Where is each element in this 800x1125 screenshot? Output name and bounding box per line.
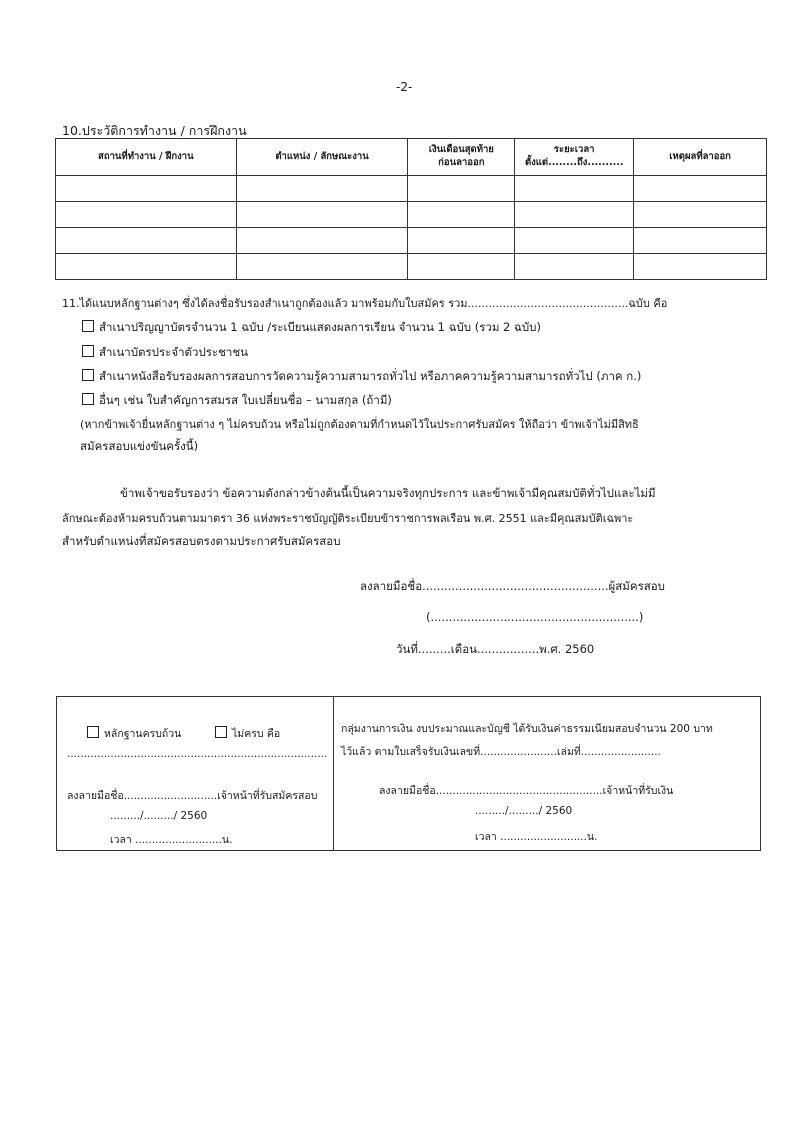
docs-complete-option[interactable]: หลักฐานครบถ้วน: [87, 725, 181, 742]
box-divider: [333, 697, 334, 850]
table-row: [56, 254, 767, 280]
header-duration: ระยะเวลา ตั้งแต่........ถึง..........: [515, 139, 634, 176]
attachment-item: สำเนาหนังสือรับรองผลการสอบการวัดความรู้ความสามารถทั่วไป หรือภาคความรู้ความสามารถทั่วไป (ภาค ก.): [82, 368, 641, 386]
header-position: ตำแหน่ง / ลักษณะงาน: [236, 139, 408, 176]
officer-signature-line[interactable]: ลงลายมือชื่อ............................เจ้าหน้าที่รับสมัครสอบ: [67, 790, 318, 802]
applicant-signature-line[interactable]: ลงลายมือชื่อ...................................................ผู้สมัครสอบ: [360, 579, 665, 593]
attachment-item: สำเนาปริญญาบัตรจำนวน 1 ฉบับ /ระเบียนแสดงผลการเรียน จำนวน 1 ฉบับ (รวม 2 ฉบับ): [82, 319, 541, 337]
table-header-row: [56, 139, 767, 176]
finance-line-2[interactable]: ไว้แล้ว ตามใบเสร็จรับเงินเลขที่.......................เล่มที่........................: [341, 746, 661, 758]
header-reason: เหตุผลที่ลาออก: [634, 139, 767, 176]
finance-line-1: กลุ่มงานการเงิน งบประมาณและบัญชี ได้รับเงินค่าธรรมเนียมสอบจำนวน 200 บาท: [341, 723, 713, 735]
note-line-1: (หากข้าพเจ้ายื่นหลักฐานต่าง ๆ ไม่ครบถ้วน หรือไม่ถูกต้องตามที่กำหนดไว้ในประกาศรับสมัคร ให้ถือว่า ข้าพเจ้าไม่มีสิทธิ: [80, 418, 639, 431]
finance-date-line[interactable]: ........./........./ 2560: [475, 805, 573, 817]
attachment-item: อื่นๆ เช่น ใบสำคัญการสมรส ใบเปลี่ยนชื่อ – นามสกุล (ถ้ามี): [82, 392, 392, 410]
officer-section: [56, 696, 761, 851]
finance-signature-line[interactable]: ลงลายมือชื่อ..................................................เจ้าหน้าที่รับเงิน: [379, 785, 674, 797]
checkbox[interactable]: [82, 393, 94, 405]
note-line-2: สมัครสอบแข่งขันครั้งนี้): [80, 439, 199, 453]
checkbox[interactable]: [87, 726, 99, 738]
table-row: [56, 176, 767, 202]
section-11-intro: 11.ได้แนบหลักฐานต่างๆ ซึ่งได้ลงชื่อรับรองสำเนาถูกต้องแล้ว มาพร้อมกับใบสมัคร รวม..............................................ฉบับ คือ: [62, 297, 668, 310]
checkbox[interactable]: [82, 345, 94, 357]
table-row: [56, 228, 767, 254]
officer-dots-line: ..............................................................................: [67, 748, 328, 760]
officer-date-line[interactable]: ........./........./ 2560: [110, 810, 208, 822]
declaration-line-2: ลักษณะต้องห้ามครบถ้วนตามมาตรา 36 แห่งพระราชบัญญัติระเบียบข้าราชการพลเรือน พ.ศ. 2551 และมีคุณสมบัติเฉพาะ: [62, 512, 634, 525]
finance-time-line[interactable]: เวลา ..........................น.: [475, 831, 598, 843]
header-workplace: สถานที่ทำงาน / ฝึกงาน: [56, 139, 237, 176]
work-history-table: [55, 138, 767, 280]
checkbox[interactable]: [82, 369, 94, 381]
header-last-salary: เงินเดือนสุดท้าย ก่อนลาออก: [408, 139, 515, 176]
declaration-line-1: ข้าพเจ้าขอรับรองว่า ข้อความดังกล่าวข้างต้นนี้เป็นความจริงทุกประการ และข้าพเจ้ามีคุณสมบัติทั่วไปและไม่มี: [120, 486, 656, 500]
page-number: -2-: [396, 80, 413, 94]
applicant-name-line[interactable]: (.........................................................): [426, 610, 644, 624]
applicant-date-line[interactable]: วันที่.........เดือน.................พ.ศ. 2560: [396, 642, 595, 656]
attachment-item: สำเนาบัตรประจำตัวประชาชน: [82, 344, 248, 362]
checkbox[interactable]: [215, 726, 227, 738]
officer-time-line[interactable]: เวลา ..........................น.: [110, 834, 233, 846]
section-10-title: 10.ประวัติการทำงาน / การฝึกงาน: [62, 123, 247, 138]
docs-incomplete-option[interactable]: ไม่ครบ คือ: [215, 725, 280, 742]
checkbox[interactable]: [82, 320, 94, 332]
declaration-line-3: สำหรับตำแหน่งที่สมัครสอบตรงตามประกาศรับสมัครสอบ: [62, 534, 341, 548]
table-row: [56, 202, 767, 228]
